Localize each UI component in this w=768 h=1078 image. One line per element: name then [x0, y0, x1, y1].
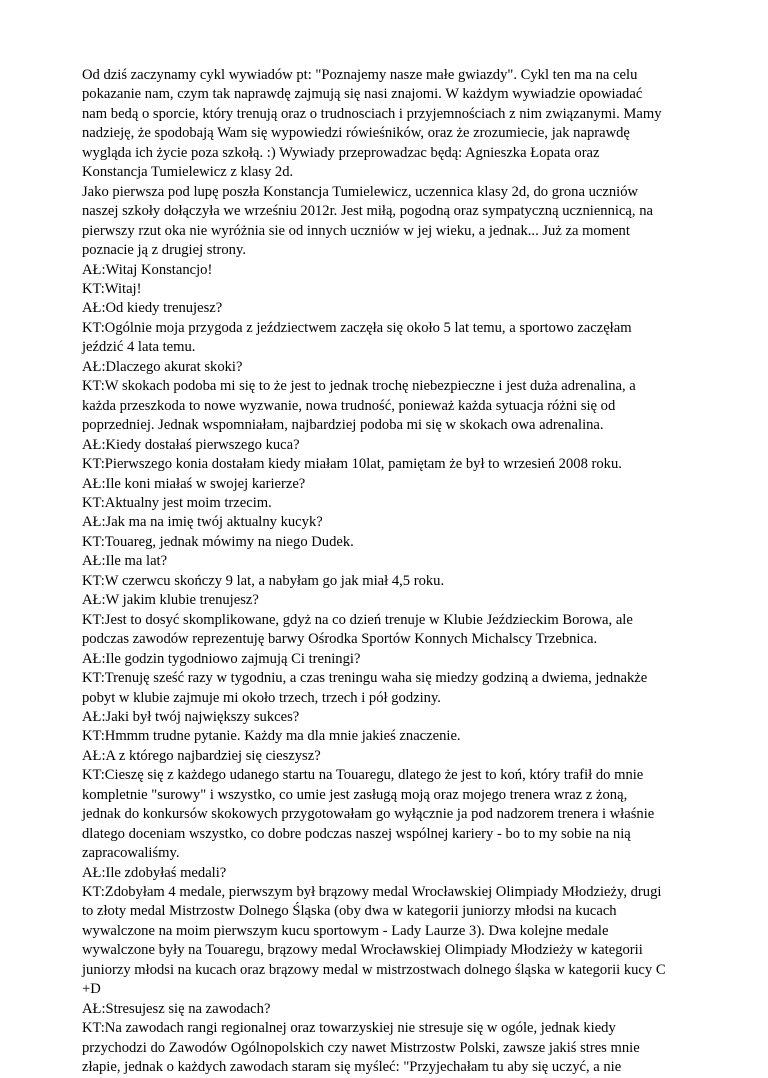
text-line: KT:Hmmm trudne pytanie. Każdy ma dla mnie jakieś znaczenie. [82, 728, 461, 745]
text-line: AŁ:Ile godzin tygodniowo zajmują Ci treningi? [82, 650, 361, 667]
text-line: KT:Touareg, jednak mówimy na niego Dudek. [82, 533, 354, 550]
text-line: AŁ:W jakim klubie trenujesz? [82, 592, 259, 609]
text-line: AŁ:Kiedy dostałaś pierwszego kuca? [82, 436, 300, 453]
text-line: jeździć 4 lata temu. [82, 339, 196, 356]
text-line: pierwszy rzut oka nie wyróżnia sie od innych uczniów w jej wieku, a jednak... Już za moment [82, 222, 630, 239]
text-line: AŁ:Stresujesz się na zawodach? [82, 1000, 271, 1017]
text-line: AŁ:Witaj Konstancjo! [82, 261, 213, 278]
text-line: AŁ:Jak ma na imię twój aktualny kucyk? [82, 514, 323, 531]
text-line: KT:Witaj! [82, 280, 142, 297]
text-line: KT:Aktualny jest moim trzecim. [82, 494, 272, 511]
text-line: KT:Pierwszego konia dostałam kiedy miałam 10lat, pamiętam że był to wrzesień 2008 roku. [82, 456, 622, 473]
text-line: AŁ:Ile koni miałaś w swojej karierze? [82, 475, 306, 492]
text-line: KT:Cieszę się z każdego udanego startu na Touaregu, dlatego że jest to koń, który trafił do mnie [82, 767, 644, 784]
text-line: AŁ:Ile zdobyłaś medali? [82, 864, 227, 881]
text-line: naszej szkoły dołączyła we wrześniu 2012r. Jest miłą, pogodną oraz sympatyczną uczniennicą, na [82, 203, 653, 220]
text-line: przychodzi do Zawodów Ogólnopolskich czy nawet Mistrzostw Polski, zawsze jakiś stres mnie [82, 1039, 640, 1056]
text-line: AŁ:Jaki był twój największy sukces? [82, 708, 300, 725]
text-line: złapie, jednak o każdych zawodach staram się myśleć: "Przyjechałam tu aby się uczyć, a nie [82, 1059, 622, 1076]
text-line: poprzedniej. Jednak wspomniałam, najbardziej podoba mi się w skokach owa adrenalina. [82, 417, 604, 434]
text-line: KT:Jest to dosyć skomplikowane, gdyż na co dzień trenuje w Klubie Jeździeckim Borowa, ale [82, 611, 633, 628]
text-line: Od dziś zaczynamy cykl wywiadów pt: "Poznajemy nasze małe gwiazdy". Cykl ten ma na celu [82, 67, 638, 83]
text-line: AŁ:A z którego najbardziej się cieszysz? [82, 747, 321, 764]
text-line: pobyt w klubie zajmuje mi około trzech, trzech i pół godziny. [82, 689, 441, 706]
text-line: jednak do konkursów skokowych przygotowałam go wyłącznie ja pod nadzorem trenera i właśnie [82, 806, 655, 823]
text-line: poznacie ją z drugiej strony. [82, 242, 246, 259]
text-line: wygląda ich życie poza szkołą. :) Wywiady przeprowadzac będą: Agnieszka Łopata oraz [82, 144, 600, 161]
text-line: KT:W skokach podoba mi się to że jest to jednak trochę niebezpieczne i jest duża adrenalina, a [82, 378, 636, 395]
text-line: nadzieję, że spodobają Wam się wypowiedzi rówieśników, oraz że zrozumiecie, jak naprawdę [82, 125, 630, 142]
text-line: KT:Zdobyłam 4 medale, pierwszym był brązowy medal Wrocławskiej Olimpiady Młodzieży, drugi [82, 884, 662, 901]
interview-text [82, 66, 706, 1078]
text-line: Konstancja Tumielewicz z klasy 2d. [82, 164, 294, 181]
text-line: KT:W czerwcu skończy 9 lat, a nabyłam go jak miał 4,5 roku. [82, 572, 445, 589]
text-line: AŁ:Od kiedy trenujesz? [82, 300, 223, 317]
text-line: dlatego doceniam wszystko, co dobre podczas naszej wspólnej kariery - bo to my sobie na nią [82, 825, 631, 842]
text-line: każda przeszkoda to nowe wyzwanie, nowa trudność, ponieważ każda sytuacja różni się od [82, 397, 616, 414]
text-line: kompletnie "surowy" i wszystko, co umie jest zasługą moją oraz mojego trenera wraz z żoną, [82, 786, 628, 803]
text-line: +D [82, 981, 101, 998]
text-line: to złoty medal Mistrzostw Dolnego Śląska (oby dwa w kategorii juniorzy młodsi na kucach [82, 903, 617, 920]
text-line: AŁ:Ile ma lat? [82, 553, 168, 570]
text-line: zapracowaliśmy. [82, 845, 180, 862]
text-line: pokazanie nam, czym tak naprawdę zajmują się nasi znajomi. W każdym wywiadzie opowiadać [82, 86, 643, 103]
text-line: wywalczone na moim pierwszym kucu sportowym - Lady Laurze 3). Dwa kolejne medale [82, 922, 609, 939]
text-line: AŁ:Dlaczego akurat skoki? [82, 358, 243, 375]
text-line: podczas zawodów reprezentuję barwy Ośrodka Sportów Konnych Michalscy Trzebnica. [82, 631, 598, 648]
text-line: KT:Trenuję sześć razy w tygodniu, a czas treningu waha się miedzy godziną a dwiema, jednakże [82, 670, 648, 687]
text-line: KT:Na zawodach rangi regionalnej oraz towarzyskiej nie stresuje się w ogóle, jednak kiedy [82, 1020, 616, 1037]
text-line: juniorzy młodsi na kucach oraz brązowy medal w mistrzostwach dolnego śląska w kategorii kucy C [82, 961, 666, 978]
text-line: KT:Ogólnie moja przygoda z jeździectwem zaczęła się około 5 lat temu, a sportowo zaczęłam [82, 319, 632, 336]
text-line: nam bedą o sporcie, który trenują oraz o trudnosciach i przyjemnościach z nim związanymi. Mamy [82, 105, 662, 122]
text-line: wywalczone były na Touaregu, brązowy medal Wrocławskiej Olimpiady Młodzieży w kategorii [82, 942, 643, 959]
text-line: Jako pierwsza pod lupę poszła Konstancja Tumielewicz, uczennica klasy 2d, do grona uczniów [82, 183, 639, 200]
